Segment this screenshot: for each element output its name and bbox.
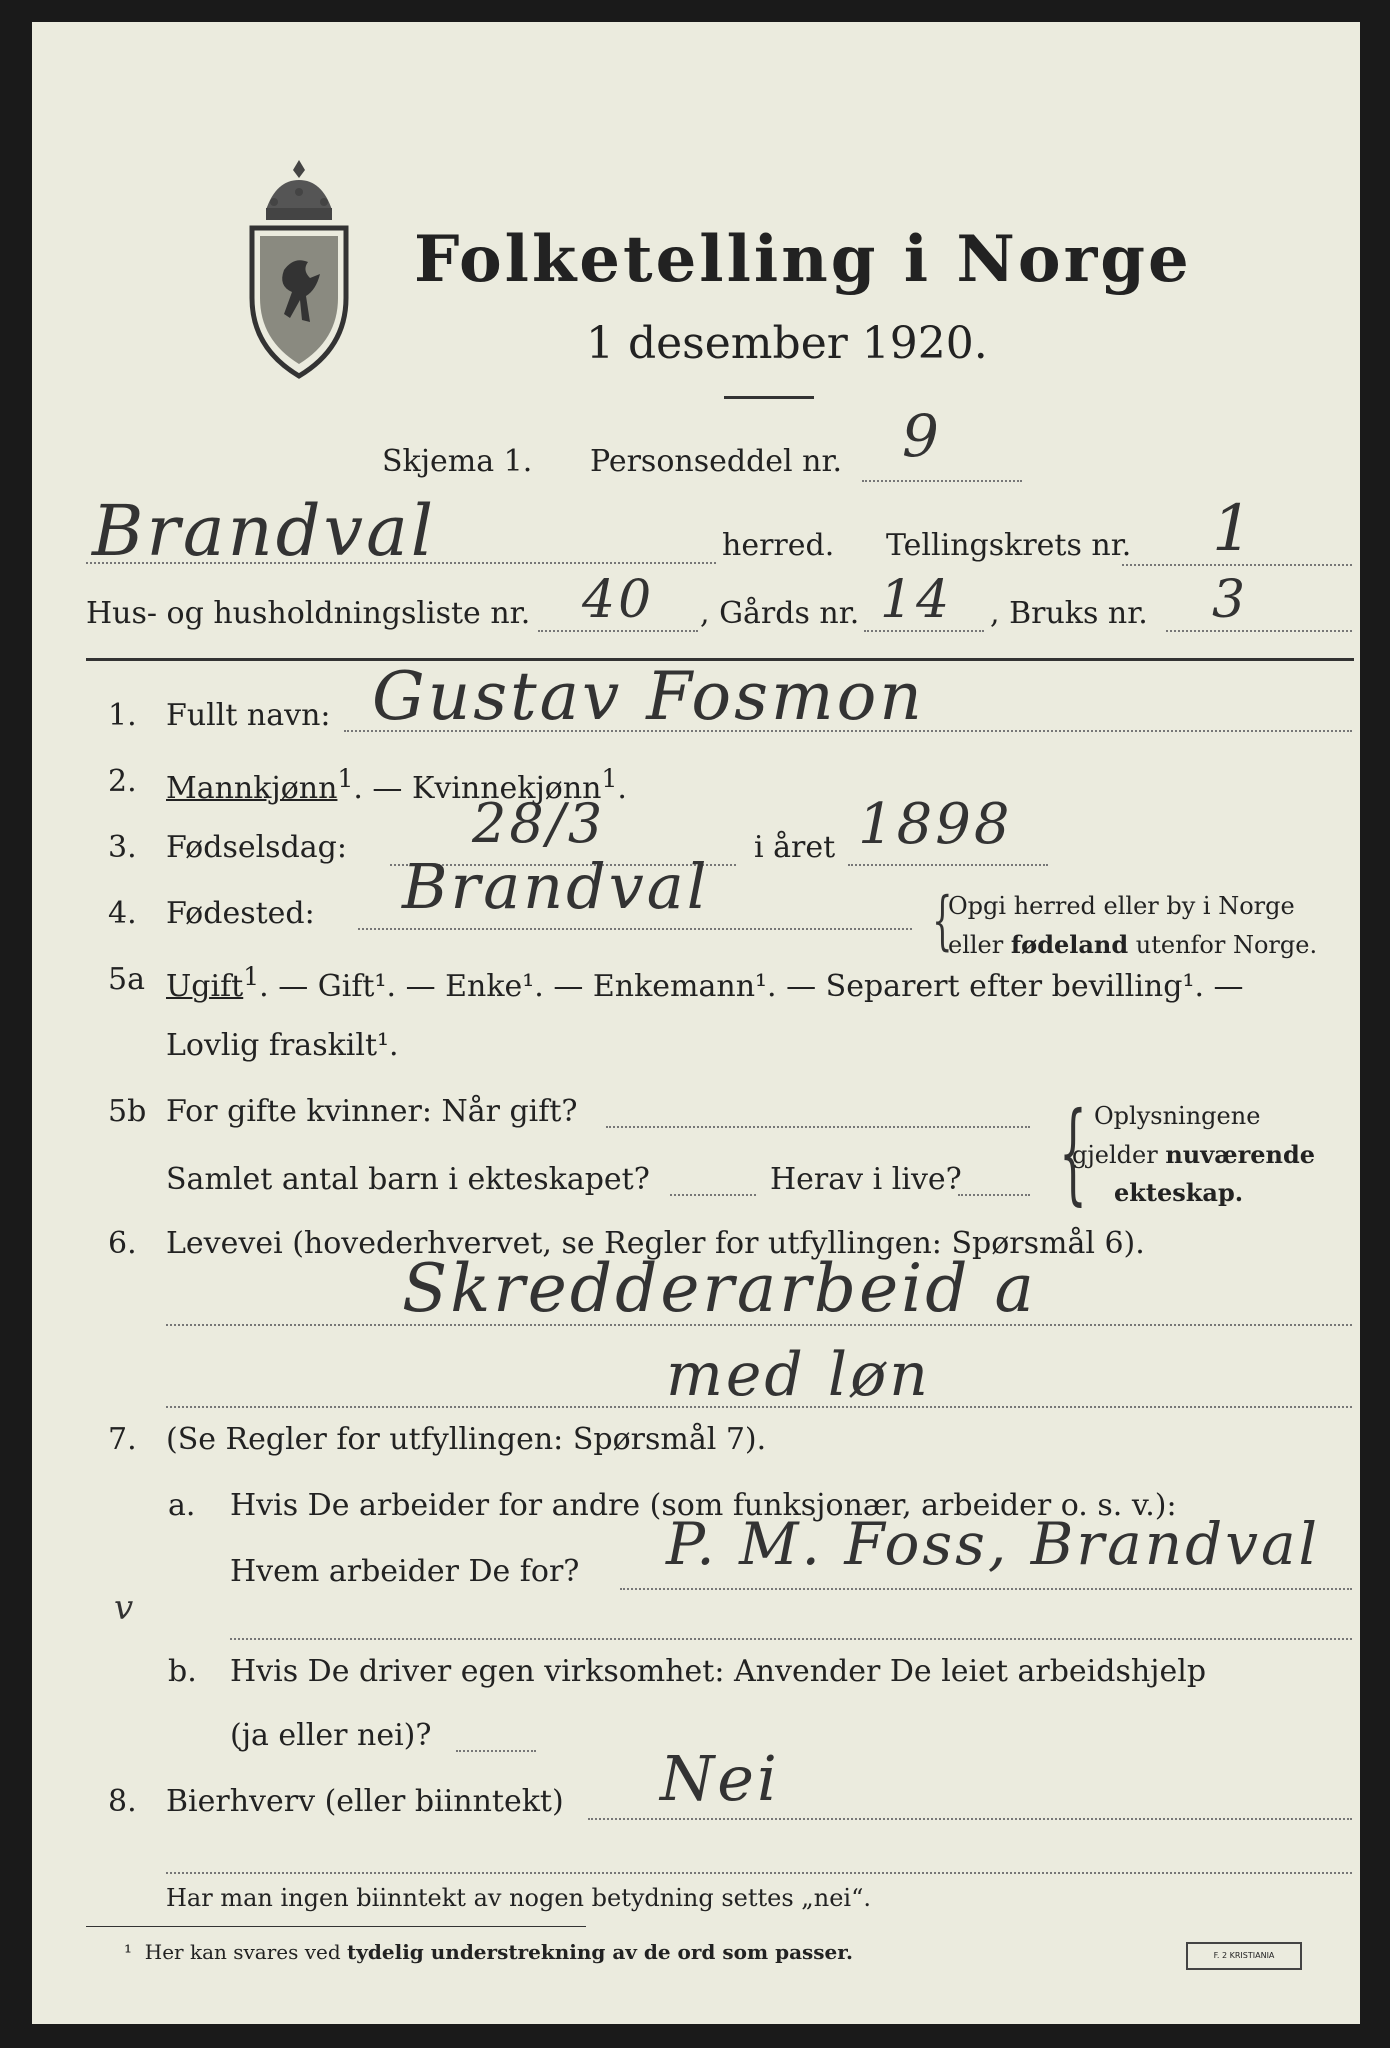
q7-label: (Se Regler for utfyllingen: Spørsmål 7). <box>166 1422 767 1457</box>
q7-number: 7. <box>108 1422 137 1457</box>
printer-stamp: F. 2 KRISTIANIA <box>1186 1942 1302 1970</box>
q5b-married-when: For gifte kvinner: Når gift? <box>166 1094 578 1129</box>
bruks-value: 3 <box>1212 570 1249 630</box>
q5b-children-alive: Herav i live? <box>770 1162 962 1197</box>
q2-female-option: Kvinnekjønn <box>411 771 602 806</box>
form-title: Folketelling i Norge <box>414 222 1192 297</box>
hus-label: Hus- og husholdningsliste nr. <box>86 596 531 631</box>
hus-value: 40 <box>582 570 655 630</box>
footer-note: Har man ingen biinntekt av nogen betydning settes „nei“. <box>166 1884 871 1912</box>
q5b-note2: gjelder nuværende <box>1072 1140 1316 1169</box>
gards-label: , Gårds nr. <box>700 596 860 631</box>
q4-note-line1: Opgi herred eller by i Norge <box>948 892 1295 920</box>
tellingskrets-label: Tellingskrets nr. <box>886 528 1132 563</box>
q3-birth-year: 1898 <box>858 792 1013 857</box>
q6-occupation-line2: med løn <box>666 1340 931 1410</box>
q7-check-mark: v <box>114 1588 137 1628</box>
q7b-letter: b. <box>168 1654 197 1689</box>
q7a-employer: P. M. Foss, Brandval <box>666 1510 1321 1578</box>
q4-birthplace: Brandval <box>402 850 710 923</box>
title-divider <box>724 396 814 399</box>
q1-label: Fullt navn: <box>166 698 331 733</box>
q7b-line1: Hvis De driver egen virksomhet: Anvender De leiet arbeidshjelp <box>230 1654 1207 1689</box>
q6-occupation-line1: Skredderarbeid a <box>402 1250 1037 1327</box>
q4-label: Fødested: <box>166 896 315 931</box>
herred-value: Brandval <box>92 490 437 572</box>
q3-number: 3. <box>108 830 137 865</box>
personseddel-value: 9 <box>902 402 942 470</box>
q5b-note3: ekteskap. <box>1114 1178 1244 1207</box>
footer-divider <box>86 1926 586 1927</box>
tellingskrets-value: 1 <box>1212 492 1256 566</box>
herred-label: herred. <box>722 528 835 563</box>
q5a-number: 5a <box>108 962 145 997</box>
q6-label: Levevei (hovederhvervet, se Regler for utfyllingen: Spørsmål 6). <box>166 1226 1145 1261</box>
q8-number: 8. <box>108 1784 137 1819</box>
q4-number: 4. <box>108 896 137 931</box>
footnote: ¹ Her kan svares ved tydelig understrekning av de ord som passer. <box>124 1940 853 1964</box>
q3-label: Fødselsdag: <box>166 830 347 865</box>
skjema-label: Skjema 1. <box>382 444 533 479</box>
q3-year-label: i året <box>754 830 836 865</box>
q5a-line2: Lovlig fraskilt¹. <box>166 1028 399 1063</box>
q7a-letter: a. <box>168 1488 196 1523</box>
q7a-line1: Hvis De arbeider for andre (som funksjonær, arbeider o. s. v.): <box>230 1488 1177 1523</box>
q2-gender-line: Mannkjønn$^1$. — Kvinnekjønn$^1$. <box>166 764 627 806</box>
q8-label: Bierhverv (eller biinntekt) <box>166 1784 564 1819</box>
q7a-line2: Hvem arbeider De for? <box>230 1554 580 1589</box>
q7b-line2: (ja eller nei)? <box>230 1718 432 1753</box>
q1-full-name: Gustav Fosmon <box>372 658 925 735</box>
q5b-note1: Oplysningene <box>1094 1102 1261 1130</box>
q4-brace: { <box>932 884 953 958</box>
q8-side-income: Nei <box>660 1742 780 1815</box>
q5a-ugift-option: Ugift <box>166 969 244 1004</box>
q2-male-option: Mannkjønn <box>166 771 338 806</box>
q5b-children-total: Samlet antal barn i ekteskapet? <box>166 1162 650 1197</box>
norwegian-coat-of-arms-icon <box>244 152 354 382</box>
q2-number: 2. <box>108 764 137 799</box>
personseddel-label: Personseddel nr. <box>590 444 843 479</box>
q3-birth-day: 28/3 <box>472 792 606 855</box>
census-form <box>32 22 1360 2024</box>
census-date: 1 desember 1920. <box>586 318 988 369</box>
q5a-marital-line: Ugift$^1$. — Gift¹. — Enke¹. — Enkemann¹. — Separert efter bevilling¹. — <box>166 962 1244 1004</box>
gards-value: 14 <box>880 570 953 630</box>
q6-number: 6. <box>108 1226 137 1261</box>
q1-number: 1. <box>108 698 137 733</box>
q5b-brace: { <box>1059 1088 1087 1216</box>
bruks-label: , Bruks nr. <box>990 596 1148 631</box>
q5b-number: 5b <box>108 1094 147 1129</box>
q4-note-line2: eller fødeland utenfor Norge. <box>948 930 1318 959</box>
